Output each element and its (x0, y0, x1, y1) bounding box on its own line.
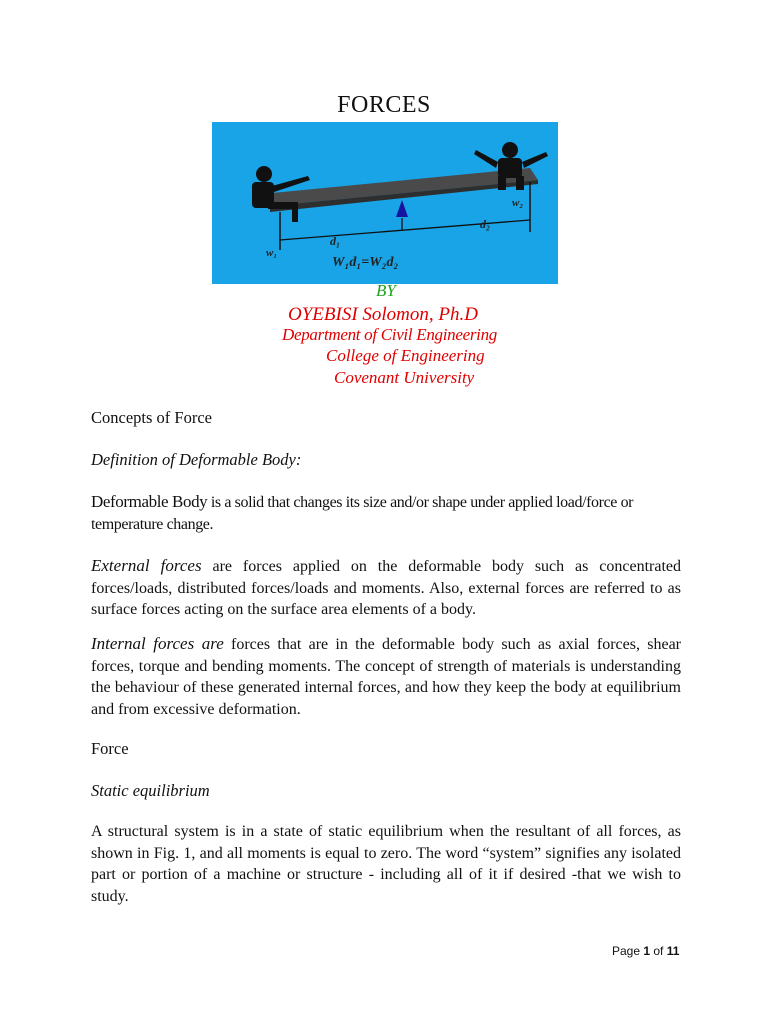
seesaw-figure (212, 122, 558, 284)
label-w2: w₂ (512, 197, 524, 209)
seesaw-illustration (212, 122, 558, 284)
equation-label: W₁d₁=W₂d₂ (332, 255, 399, 270)
author-college: College of Engineering (326, 346, 485, 365)
external-text: are forces applied on the deformable body such as concentrated forces/loads, distributed forces/loads and moments. Also, external forces are referred to as surface forces acting on the surface area elements of a body. (91, 558, 681, 618)
page-label: Page (612, 944, 644, 958)
fulcrum-triangle (396, 200, 408, 217)
page-footer (612, 944, 679, 958)
static-equilibrium-heading: Static equilibrium (91, 781, 210, 800)
internal-term: Internal forces are (91, 634, 224, 653)
dimension-line (280, 220, 530, 240)
deformable-heading: Definition of Deformable Body: (91, 450, 302, 469)
internal-forces-paragraph (91, 633, 681, 720)
author-name: OYEBISI Solomon, Ph.D (288, 304, 478, 325)
deformable-text: is a solid that changes its size and/or shape under applied load/force or temperature change. (91, 494, 634, 533)
external-term: External forces (91, 556, 202, 575)
label-d1: d₁ (330, 234, 341, 248)
internal-text: forces that are in the deformable body such as axial forces, shear forces, torque and bending moments. The concept of strength of materials is understanding the behaviour of these generated internal forces, and how they keep the body at equilibrium and from excessive deformation. (91, 636, 681, 718)
static-equilibrium-paragraph: A structural system is in a state of static equilibrium when the resultant of all forces, as shown in Fig. 1, and all moments is equal to zero. The word “system” signifies any isolated part or portion of a machine or structure - including all of it if desired -that we wish to study. (91, 823, 681, 905)
of-label: of (650, 944, 667, 958)
byline-by: BY (376, 281, 396, 300)
concepts-heading: Concepts of Force (91, 408, 212, 427)
force-heading: Force (91, 739, 129, 758)
external-forces-paragraph (91, 555, 681, 621)
author-university: Covenant University (334, 368, 475, 387)
page-total: 11 (666, 944, 680, 958)
document-title: FORCES (337, 92, 431, 118)
label-w1: w₁ (266, 247, 278, 259)
deformable-paragraph (91, 491, 681, 535)
label-d2: d₂ (480, 217, 491, 231)
page-number: 1 (643, 944, 651, 958)
author-department: Department of Civil Engineering (282, 325, 497, 344)
deformable-term: Deformable Body (91, 492, 208, 511)
